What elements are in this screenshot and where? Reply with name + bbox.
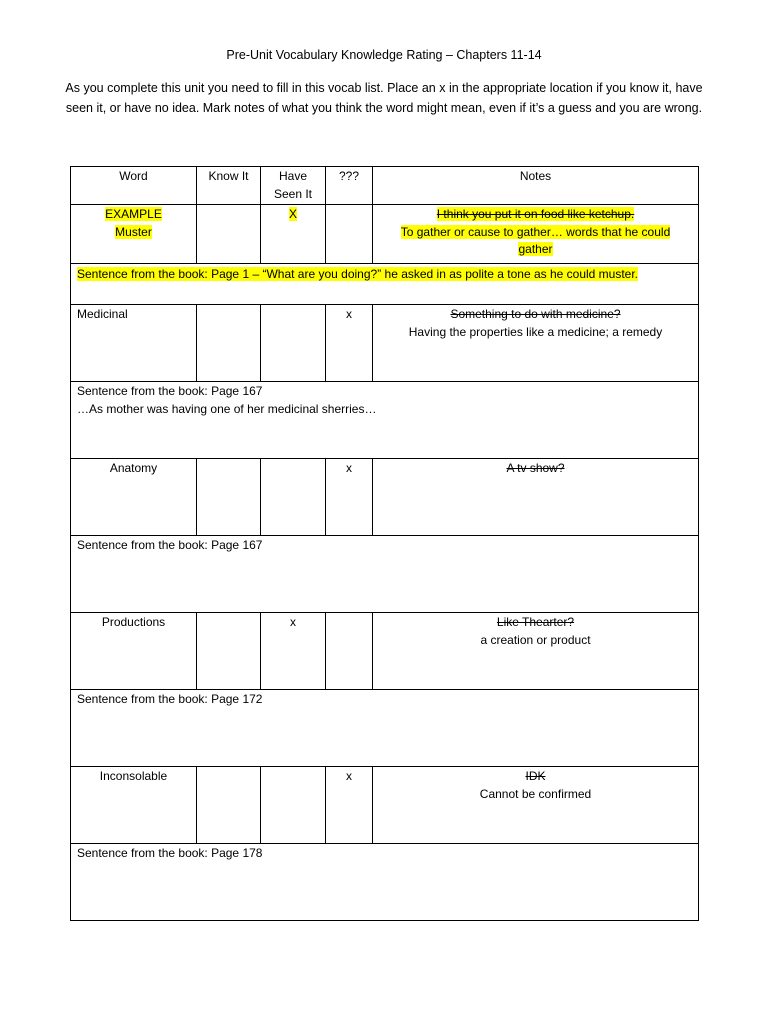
header-no-idea: ??? bbox=[326, 167, 373, 205]
example-sentence: Sentence from the book: Page 1 – “What are you doing?” he asked in as polite a tone as he could muster. bbox=[77, 267, 639, 281]
sentence-label: Sentence from the book: Page 167 bbox=[77, 384, 263, 398]
know-it-cell bbox=[197, 459, 261, 536]
word-row-inconsolable bbox=[71, 767, 699, 844]
word-cell: Anatomy bbox=[71, 459, 197, 536]
header-know-it: Know It bbox=[197, 167, 261, 205]
example-no-idea bbox=[326, 205, 373, 264]
know-it-cell bbox=[197, 305, 261, 382]
example-word: Muster bbox=[115, 224, 152, 239]
sentence-cell bbox=[71, 382, 699, 459]
note-struck: Something to do with medicine? bbox=[450, 307, 621, 321]
example-label: EXAMPLE bbox=[105, 207, 162, 221]
example-have-seen-it: X bbox=[288, 207, 297, 221]
header-have-seen-it: Have Seen It bbox=[261, 167, 326, 205]
example-note-line1: To gather or cause to gather… words that he could bbox=[400, 224, 671, 239]
notes-cell bbox=[373, 767, 699, 844]
have-seen-it-cell: x bbox=[261, 613, 326, 690]
example-note-line2: gather bbox=[518, 242, 553, 256]
example-row bbox=[71, 205, 699, 264]
no-idea-cell bbox=[326, 613, 373, 690]
sentence-cell bbox=[71, 690, 699, 767]
no-idea-cell: x bbox=[326, 459, 373, 536]
sentence-cell bbox=[71, 844, 699, 921]
word-row-anatomy bbox=[71, 459, 699, 536]
no-idea-cell: x bbox=[326, 305, 373, 382]
sentence-row-anatomy bbox=[71, 536, 699, 613]
know-it-cell bbox=[197, 613, 261, 690]
word-cell: Productions bbox=[71, 613, 197, 690]
sentence-row-inconsolable bbox=[71, 844, 699, 921]
note-struck: A tv show? bbox=[506, 461, 565, 475]
notes-cell bbox=[373, 613, 699, 690]
word-row-medicinal bbox=[71, 305, 699, 382]
header-row bbox=[71, 167, 699, 205]
example-know-it bbox=[197, 205, 261, 264]
sentence-label: Sentence from the book: Page 167 bbox=[77, 538, 263, 552]
sentence-row-productions bbox=[71, 690, 699, 767]
have-seen-it-cell bbox=[261, 305, 326, 382]
note-struck: Like Thearter? bbox=[496, 615, 575, 629]
note-struck: IDK bbox=[525, 769, 546, 783]
example-note-struck: I think you put it on food like ketchup. bbox=[436, 207, 635, 221]
word-cell: Medicinal bbox=[71, 305, 197, 382]
sentence-text: …As mother was having one of her medicinal sherries… bbox=[77, 401, 377, 416]
page-title: Pre-Unit Vocabulary Knowledge Rating – Chapters 11-14 bbox=[226, 48, 542, 62]
notes-cell bbox=[373, 305, 699, 382]
word-cell: Inconsolable bbox=[71, 767, 197, 844]
sentence-row-medicinal bbox=[71, 382, 699, 459]
notes-cell bbox=[373, 459, 699, 536]
note: Having the properties like a medicine; a remedy bbox=[408, 324, 663, 339]
example-notes-cell bbox=[373, 205, 699, 264]
note: a creation or product bbox=[480, 632, 591, 647]
know-it-cell bbox=[197, 767, 261, 844]
sentence-label: Sentence from the book: Page 172 bbox=[77, 692, 263, 706]
sentence-cell bbox=[71, 536, 699, 613]
vocab-table bbox=[70, 166, 699, 921]
have-seen-it-cell bbox=[261, 767, 326, 844]
word-row-productions bbox=[71, 613, 699, 690]
header-word: Word bbox=[71, 167, 197, 205]
note: Cannot be confirmed bbox=[479, 786, 592, 801]
example-word-cell bbox=[71, 205, 197, 264]
no-idea-cell: x bbox=[326, 767, 373, 844]
example-sentence-row bbox=[71, 264, 699, 305]
have-seen-it-cell bbox=[261, 459, 326, 536]
instructions: As you complete this unit you need to fill in this vocab list. Place an x in the appropriate location if you know it, have seen it, or have no idea. Mark notes of what you think the word might mean, even if it’s a guess and you are wrong. bbox=[65, 81, 703, 115]
header-notes: Notes bbox=[373, 167, 699, 205]
sentence-label: Sentence from the book: Page 178 bbox=[77, 846, 263, 860]
example-sentence-cell bbox=[71, 264, 699, 305]
example-have-seen-it-cell bbox=[261, 205, 326, 264]
